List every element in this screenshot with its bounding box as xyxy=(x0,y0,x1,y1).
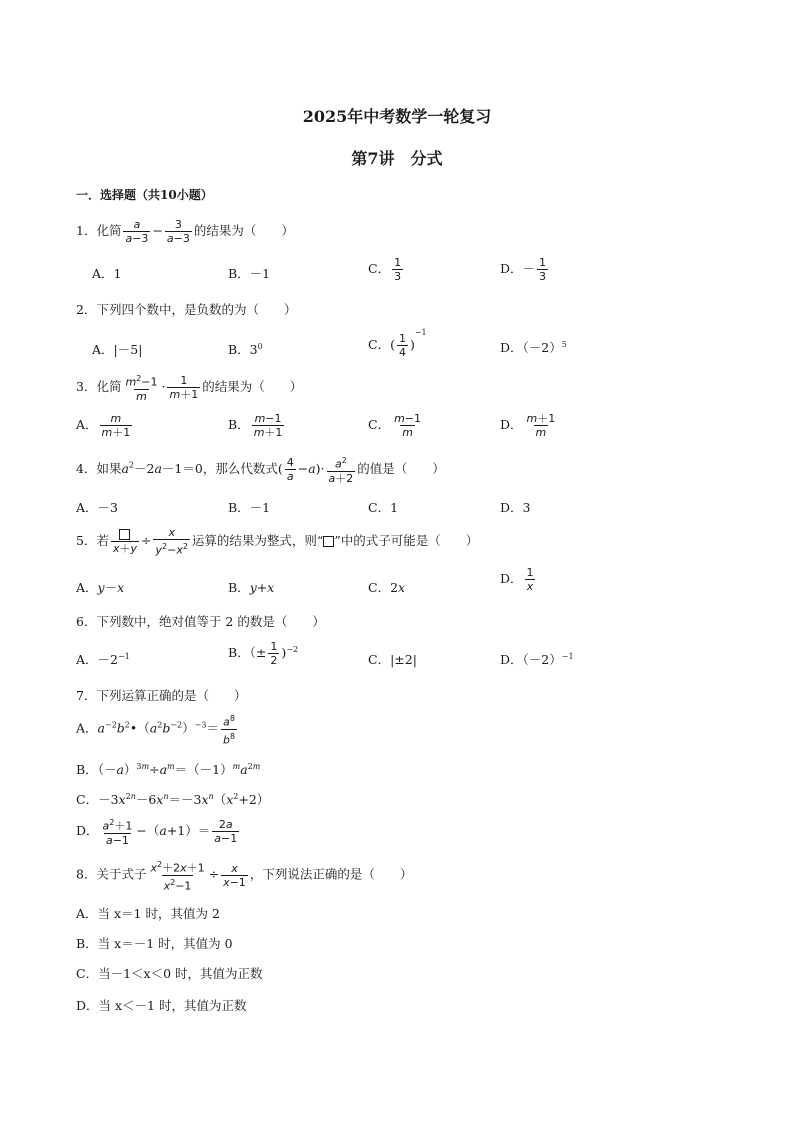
section-heading: 一．选择题（共10小题） xyxy=(76,188,213,202)
q6-option-d[interactable]: D．$(-2)^{-1}$ xyxy=(500,651,574,667)
q2-option-c[interactable]: C．( $\frac{1}{4}$ )$^{-1}$ xyxy=(368,328,427,359)
placeholder-box-icon xyxy=(323,536,334,547)
question-6: 6．下列数中，绝对值等于 2 的数是（ ） xyxy=(76,614,325,629)
q8-option-c[interactable]: C．当－1＜x＜0 时，其值为正数 xyxy=(76,966,263,981)
q5-option-b[interactable]: B．y+x xyxy=(228,580,275,595)
q5-option-a[interactable]: A．y－x xyxy=(76,580,125,595)
page-subtitle: 第7讲 分式 xyxy=(351,149,443,168)
q1-option-a[interactable]: A．1 xyxy=(92,266,122,281)
q5-option-d[interactable]: D． $\frac{1}{x}$ xyxy=(500,566,534,593)
q6-option-a[interactable]: A．$-2^{-1}$ xyxy=(76,651,130,667)
question-2: 2．下列四个数中，是负数的为（ ） xyxy=(76,302,297,317)
q2-option-b[interactable]: B．$3^0$ xyxy=(228,341,263,357)
q3-option-a[interactable]: A． $\frac{m}{m+1}$ xyxy=(76,412,131,439)
q1-option-b[interactable]: B．－1 xyxy=(228,266,271,281)
q6-option-b[interactable]: B．（± $\frac{1}{2}$ )$^{-2}$ xyxy=(228,640,299,667)
q7-option-c[interactable]: C．$-3x^{2n}-6x^n=-3x^n(x^2+2)$ xyxy=(76,791,270,807)
placeholder-box-icon xyxy=(119,529,130,540)
q4-option-c[interactable]: C．1 xyxy=(368,500,399,515)
q8-option-d[interactable]: D．当 x＜－1 时，其值为正数 xyxy=(76,998,247,1013)
question-8: 8．关于式子 $\frac{x^2+2x+1}{x^2-1}$ ÷ $\frac{x}{x-1}$ ，下列说法正确的是（ ） xyxy=(76,860,413,893)
question-4: 4．如果$a^2-2a-1=0$，那么代数式( $\frac{4}{a}$ −a)· $\frac{a^2}{a+2}$ 的值是（ ） xyxy=(76,455,445,485)
q3-option-c[interactable]: C． $\frac{m-1}{m}$ xyxy=(368,412,422,439)
q5-option-c[interactable]: C．2x xyxy=(368,580,406,595)
question-7: 7．下列运算正确的是（ ） xyxy=(76,688,247,703)
q3-option-b[interactable]: B． $\frac{m-1}{m+1}$ xyxy=(228,412,283,439)
q2-option-a[interactable]: A．|－5| xyxy=(92,342,143,357)
q4-option-a[interactable]: A．－3 xyxy=(76,500,118,515)
q1-option-d[interactable]: D．－ $\frac{1}{3}$ xyxy=(500,256,547,283)
page-title: 2025年中考数学一轮复习 xyxy=(302,107,492,126)
q4-option-d[interactable]: D．3 xyxy=(500,500,531,515)
q6-option-c[interactable]: C．|±2| xyxy=(368,652,417,667)
q4-option-b[interactable]: B．－1 xyxy=(228,500,271,515)
q3-option-d[interactable]: D． $\frac{m+1}{m}$ xyxy=(500,412,556,439)
q2-option-d[interactable]: D．$(-2)^5$ xyxy=(500,339,567,355)
question-1: 1．化简 $\frac{a}{a-3}$ − $\frac{3}{a-3}$ 的结果为（ ） xyxy=(76,218,294,245)
question-3: 3．化简 $\frac{m^2-1}{m}$ · $\frac{1}{m+1}$ 的结果为（ ） xyxy=(76,373,303,403)
question-5: 5．若 x＋y ÷ $\frac{x}{y^2-x^2}$ 运算的结果为整式，则“ ”中的式子可能是（ ） xyxy=(76,526,479,557)
q7-option-b[interactable]: B．$(-a)^{3m}\div a^m=(-1)^ma^{2m}$ xyxy=(76,761,261,777)
q7-option-a[interactable]: A．$a^{-2}b^2•(a^2b^{-2})^{-3}=$ $\frac{a^8}{b^8}$ xyxy=(76,714,236,747)
q8-option-a[interactable]: A．当 x＝1 时，其值为 2 xyxy=(76,906,220,921)
q1-option-c[interactable]: C． $\frac{1}{3}$ xyxy=(368,256,402,283)
q7-option-d[interactable]: D． $\frac{a^2+1}{a-1}$ −（a+1）＝ $\frac{2a}{a-1}$ xyxy=(76,817,238,847)
q8-option-b[interactable]: B．当 x＝－1 时，其值为 0 xyxy=(76,936,233,951)
